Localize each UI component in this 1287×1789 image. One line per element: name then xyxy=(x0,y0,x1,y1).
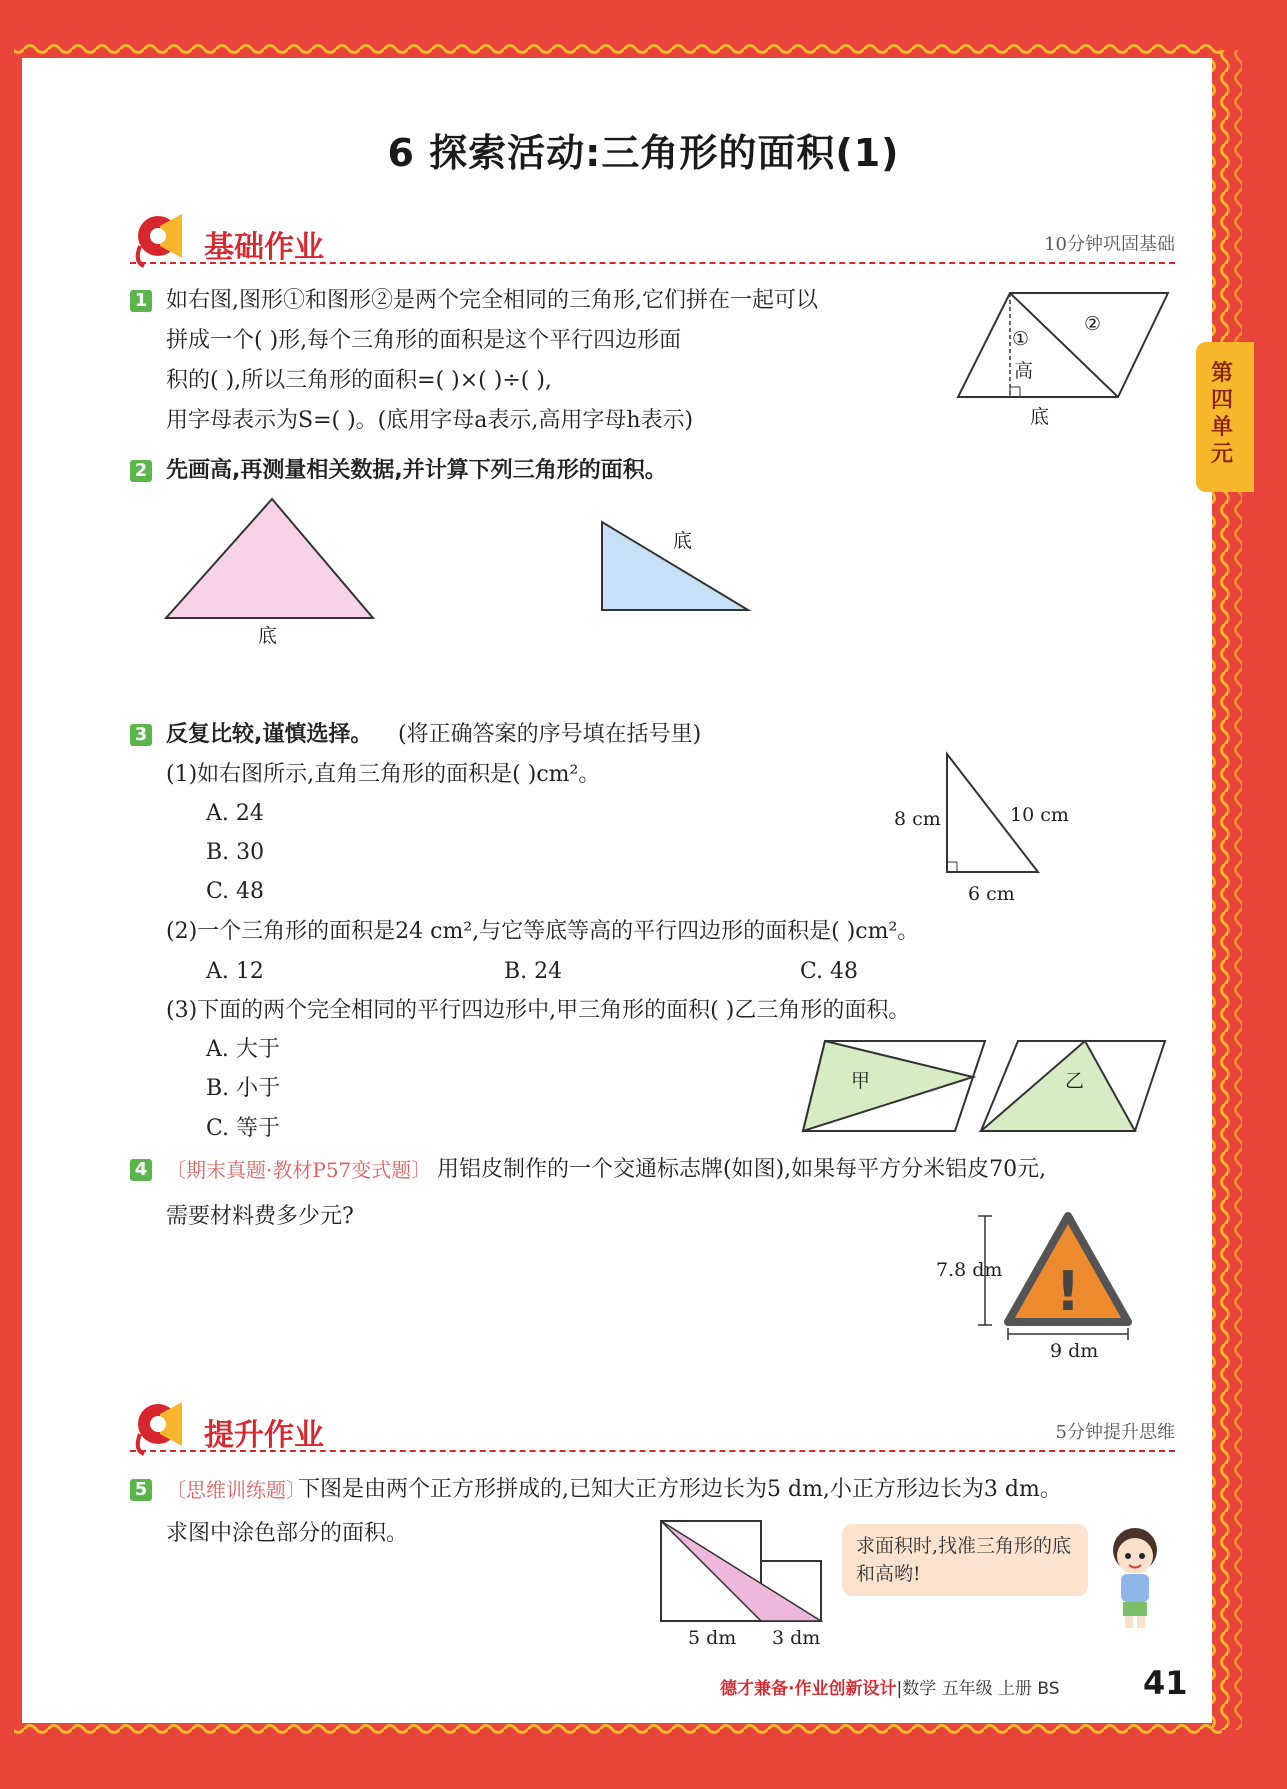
triangle-yi-label: 乙 xyxy=(1065,1070,1085,1092)
option-a: A. 大于 xyxy=(206,1037,280,1062)
q3-right-triangle-figure xyxy=(890,750,1080,910)
question-number: 3 xyxy=(130,724,152,746)
section-note: 5分钟提升思维 xyxy=(1055,1422,1175,1443)
option-c: C. 48 xyxy=(800,959,859,984)
bottom-label: 6 cm xyxy=(968,883,1015,905)
q3-parallelograms-figure xyxy=(795,1035,1175,1135)
q1-line-4: 用字母表示为S=( )。(底用字母a表示,高用字母h表示) xyxy=(166,408,694,433)
q4-source-tag: 〔期末真题·教材P57变式题〕 xyxy=(166,1158,432,1182)
option-c: C. 等于 xyxy=(206,1116,281,1141)
q3-title: 反复比较,谨慎选择。 xyxy=(166,722,373,747)
triangle-jia-label: 甲 xyxy=(851,1070,871,1092)
height-label: 高 xyxy=(1014,360,1034,382)
shape-two-label: ② xyxy=(1084,313,1102,335)
q4-traffic-sign-figure xyxy=(930,1210,1140,1360)
base-label: 9 dm xyxy=(1050,1340,1099,1360)
q2-blue-triangle xyxy=(595,515,755,615)
page-title: 6 探索活动:三角形的面积(1) xyxy=(387,131,900,175)
hypotenuse-label: 10 cm xyxy=(1010,804,1069,826)
footer-meta: |数学 五年级 上册 BS xyxy=(896,1679,1060,1699)
q3-part-3: (3)下面的两个完全相同的平行四边形中,甲三角形的面积( )乙三角形的面积。 xyxy=(166,998,911,1023)
question-number: 2 xyxy=(130,460,152,482)
option-b: B. 24 xyxy=(504,959,563,984)
q1-parallelogram-figure xyxy=(950,285,1175,435)
q5-tag xyxy=(166,1479,306,1501)
option-a: A. 12 xyxy=(206,959,264,984)
q1-line-1: 如右图,图形①和图形②是两个完全相同的三角形,它们拼在一起可以 xyxy=(166,288,818,313)
q2-text: 先画高,再测量相关数据,并计算下列三角形的面积。 xyxy=(166,458,667,483)
q5-squares-figure xyxy=(655,1515,835,1650)
question-number: 1 xyxy=(130,290,152,312)
q1-line-2: 拼成一个( )形,每个三角形的面积是这个平行四边形面 xyxy=(166,328,682,353)
question-number: 4 xyxy=(130,1159,152,1181)
section-divider xyxy=(130,262,1175,266)
side-label: 8 cm xyxy=(894,808,941,830)
option-c: C. 48 xyxy=(206,879,265,904)
q3-part-1: (1)如右图所示,直角三角形的面积是( )cm²。 xyxy=(166,762,601,787)
big-side-label: 5 dm xyxy=(688,1627,737,1649)
section-title: 基础作业 xyxy=(204,230,324,265)
section-header-advanced xyxy=(130,1398,1175,1468)
q5-line-1: 下图是由两个正方形拼成的,已知大正方形边长为5 dm,小正方形边长为3 dm。 xyxy=(298,1477,1062,1502)
q5-line-2: 求图中涂色部分的面积。 xyxy=(166,1521,409,1546)
q1-line-3: 积的( ),所以三角形的面积=( )×( )÷( ), xyxy=(166,368,552,393)
base-label: 底 xyxy=(1030,406,1050,428)
footer-brand: 德才兼备·作业创新设计 xyxy=(720,1679,897,1699)
page-number: 41 xyxy=(1143,1664,1188,1702)
option-a: A. 24 xyxy=(206,801,264,826)
small-side-label: 3 dm xyxy=(772,1627,821,1649)
warning-icon: ! xyxy=(1055,1260,1081,1323)
q2-pink-triangle xyxy=(160,495,380,655)
girl-illustration xyxy=(1095,1520,1175,1630)
footer-info xyxy=(720,1674,1060,1699)
shape-one-label: ① xyxy=(1012,328,1030,350)
section-note: 10分钟巩固基础 xyxy=(1044,234,1175,255)
q5-source-tag: 〔思维训练题〕 xyxy=(166,1478,306,1502)
base-label: 底 xyxy=(673,530,693,552)
q4-tag xyxy=(166,1159,431,1181)
height-label: 7.8 dm xyxy=(936,1259,1003,1281)
option-b: B. 小于 xyxy=(206,1076,281,1101)
q3-part-2: (2)一个三角形的面积是24 cm²,与它等底等高的平行四边形的面积是( )cm²。 xyxy=(166,919,920,944)
unit-tab-label: 第四单元 xyxy=(1210,361,1233,467)
q3-hint: (将正确答案的序号填在括号里) xyxy=(398,722,702,747)
base-label: 底 xyxy=(258,625,278,647)
q4-line-2: 需要材料费多少元? xyxy=(166,1204,354,1229)
question-number: 5 xyxy=(130,1479,152,1501)
tip-text: 求面积时,找准三角形的底和高哟! xyxy=(856,1535,1072,1585)
option-b: B. 30 xyxy=(206,840,265,865)
section-divider xyxy=(130,1450,1175,1454)
section-header-basic xyxy=(130,210,1175,280)
section-title: 提升作业 xyxy=(204,1418,324,1453)
q4-line-1: 用铝皮制作的一个交通标志牌(如图),如果每平方分米铝皮70元, xyxy=(437,1157,1047,1182)
